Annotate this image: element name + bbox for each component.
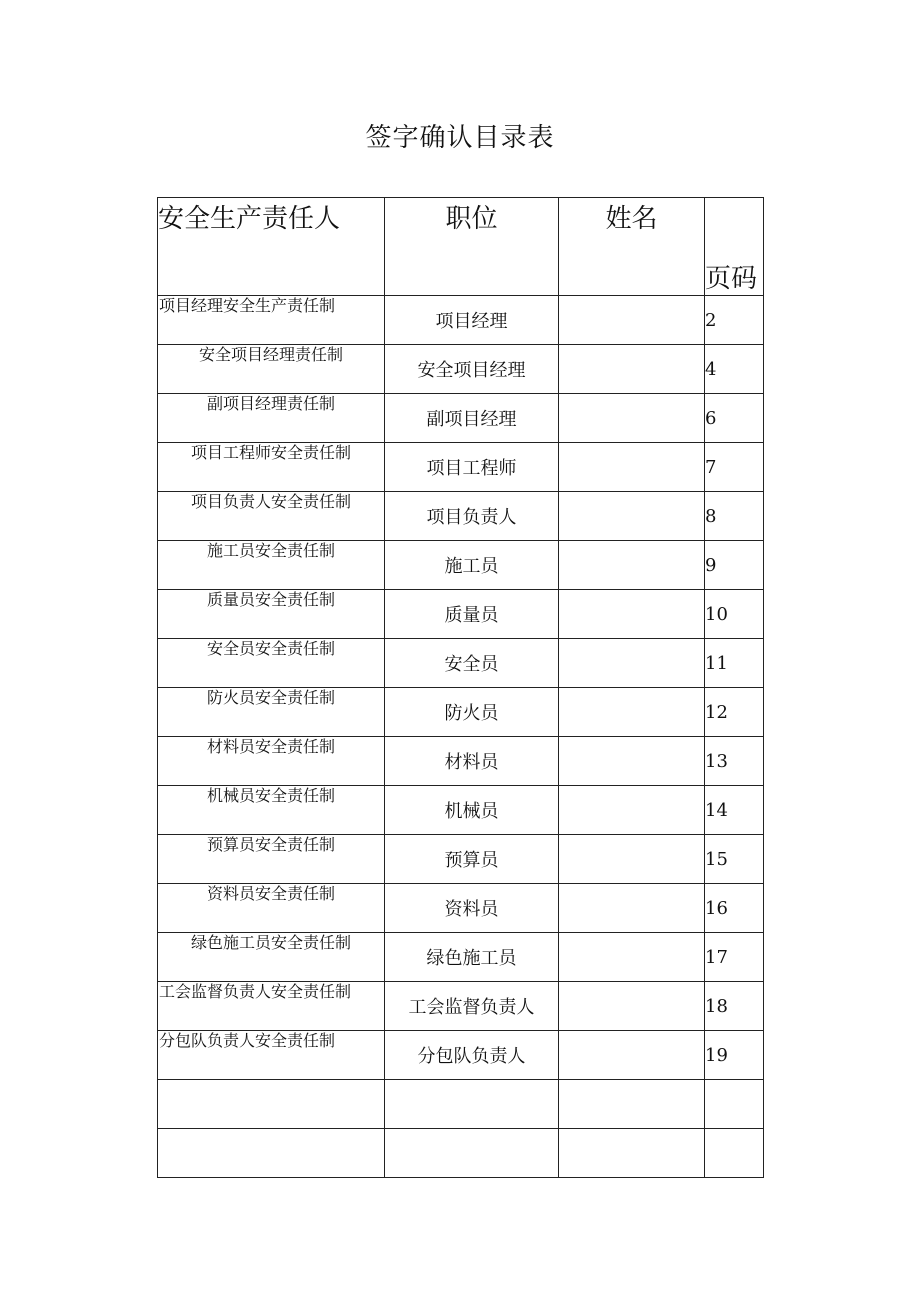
signature-catalog-table: [157, 197, 764, 1178]
page-number-cell: 4: [705, 345, 764, 394]
name-signature-cell[interactable]: [559, 982, 705, 1031]
duty-cell: 资料员安全责任制: [158, 884, 385, 933]
header-name: 姓名: [559, 198, 705, 296]
duty-cell: 防火员安全责任制: [158, 688, 385, 737]
duty-cell: 质量员安全责任制: [158, 590, 385, 639]
page-number-cell: 7: [705, 443, 764, 492]
name-signature-cell[interactable]: [559, 296, 705, 345]
table-row: [158, 933, 764, 982]
table-row: [158, 688, 764, 737]
page-number-cell: 16: [705, 884, 764, 933]
page-number-cell: 11: [705, 639, 764, 688]
duty-cell: 项目经理安全生产责任制: [158, 296, 385, 345]
header-position: 职位: [385, 198, 559, 296]
page-number-cell: 14: [705, 786, 764, 835]
position-cell: 分包队负责人: [385, 1031, 559, 1080]
name-signature-cell[interactable]: [559, 933, 705, 982]
table-row: [158, 884, 764, 933]
duty-cell: 安全员安全责任制: [158, 639, 385, 688]
position-cell: 质量员: [385, 590, 559, 639]
page-number-cell: 8: [705, 492, 764, 541]
duty-cell: 项目负责人安全责任制: [158, 492, 385, 541]
duty-cell: 分包队负责人安全责任制: [158, 1031, 385, 1080]
table-row: [158, 1080, 764, 1129]
page-title: 签字确认目录表: [365, 123, 555, 153]
position-cell: 绿色施工员: [385, 933, 559, 982]
position-cell: [385, 1129, 559, 1178]
page-number-cell: 19: [705, 1031, 764, 1080]
duty-cell: 工会监督负责人安全责任制: [158, 982, 385, 1031]
position-cell: 副项目经理: [385, 394, 559, 443]
page-number-cell: 17: [705, 933, 764, 982]
table-row: [158, 1031, 764, 1080]
table-row: [158, 394, 764, 443]
page-number-cell: 6: [705, 394, 764, 443]
position-cell: 安全项目经理: [385, 345, 559, 394]
position-cell: 材料员: [385, 737, 559, 786]
table-row: [158, 1129, 764, 1178]
duty-cell: 施工员安全责任制: [158, 541, 385, 590]
duty-cell: 机械员安全责任制: [158, 786, 385, 835]
position-cell: 防火员: [385, 688, 559, 737]
page-number-cell: 9: [705, 541, 764, 590]
name-signature-cell[interactable]: [559, 1080, 705, 1129]
position-cell: 资料员: [385, 884, 559, 933]
page-number-cell: 2: [705, 296, 764, 345]
position-cell: 项目负责人: [385, 492, 559, 541]
table-row: [158, 737, 764, 786]
page-number-cell: 13: [705, 737, 764, 786]
table-row: [158, 982, 764, 1031]
name-signature-cell[interactable]: [559, 345, 705, 394]
table-row: [158, 590, 764, 639]
name-signature-cell[interactable]: [559, 1031, 705, 1080]
name-signature-cell[interactable]: [559, 786, 705, 835]
duty-cell: 安全项目经理责任制: [158, 345, 385, 394]
duty-cell: [158, 1129, 385, 1178]
table-row: [158, 345, 764, 394]
header-duty: 安全生产责任人: [158, 198, 385, 296]
name-signature-cell[interactable]: [559, 443, 705, 492]
duty-cell: 项目工程师安全责任制: [158, 443, 385, 492]
duty-cell: 绿色施工员安全责任制: [158, 933, 385, 982]
table-row: [158, 296, 764, 345]
name-signature-cell[interactable]: [559, 688, 705, 737]
name-signature-cell[interactable]: [559, 639, 705, 688]
position-cell: 项目经理: [385, 296, 559, 345]
page-number-cell: 15: [705, 835, 764, 884]
table-body: [158, 296, 764, 1178]
page-number-cell: 18: [705, 982, 764, 1031]
name-signature-cell[interactable]: [559, 737, 705, 786]
table-header-row: [158, 198, 764, 296]
page-number-cell: 10: [705, 590, 764, 639]
position-cell: [385, 1080, 559, 1129]
duty-cell: 材料员安全责任制: [158, 737, 385, 786]
position-cell: 安全员: [385, 639, 559, 688]
table-row: [158, 639, 764, 688]
name-signature-cell[interactable]: [559, 590, 705, 639]
name-signature-cell[interactable]: [559, 884, 705, 933]
position-cell: 工会监督负责人: [385, 982, 559, 1031]
position-cell: 项目工程师: [385, 443, 559, 492]
name-signature-cell[interactable]: [559, 492, 705, 541]
table-row: [158, 835, 764, 884]
position-cell: 机械员: [385, 786, 559, 835]
table-row: [158, 492, 764, 541]
table-row: [158, 786, 764, 835]
name-signature-cell[interactable]: [559, 394, 705, 443]
name-signature-cell[interactable]: [559, 541, 705, 590]
duty-cell: [158, 1080, 385, 1129]
header-page: 页码: [705, 198, 764, 296]
page-number-cell: [705, 1080, 764, 1129]
position-cell: 预算员: [385, 835, 559, 884]
duty-cell: 预算员安全责任制: [158, 835, 385, 884]
position-cell: 施工员: [385, 541, 559, 590]
page-number-cell: 12: [705, 688, 764, 737]
table-row: [158, 541, 764, 590]
name-signature-cell[interactable]: [559, 1129, 705, 1178]
duty-cell: 副项目经理责任制: [158, 394, 385, 443]
table-row: [158, 443, 764, 492]
page-number-cell: [705, 1129, 764, 1178]
name-signature-cell[interactable]: [559, 835, 705, 884]
